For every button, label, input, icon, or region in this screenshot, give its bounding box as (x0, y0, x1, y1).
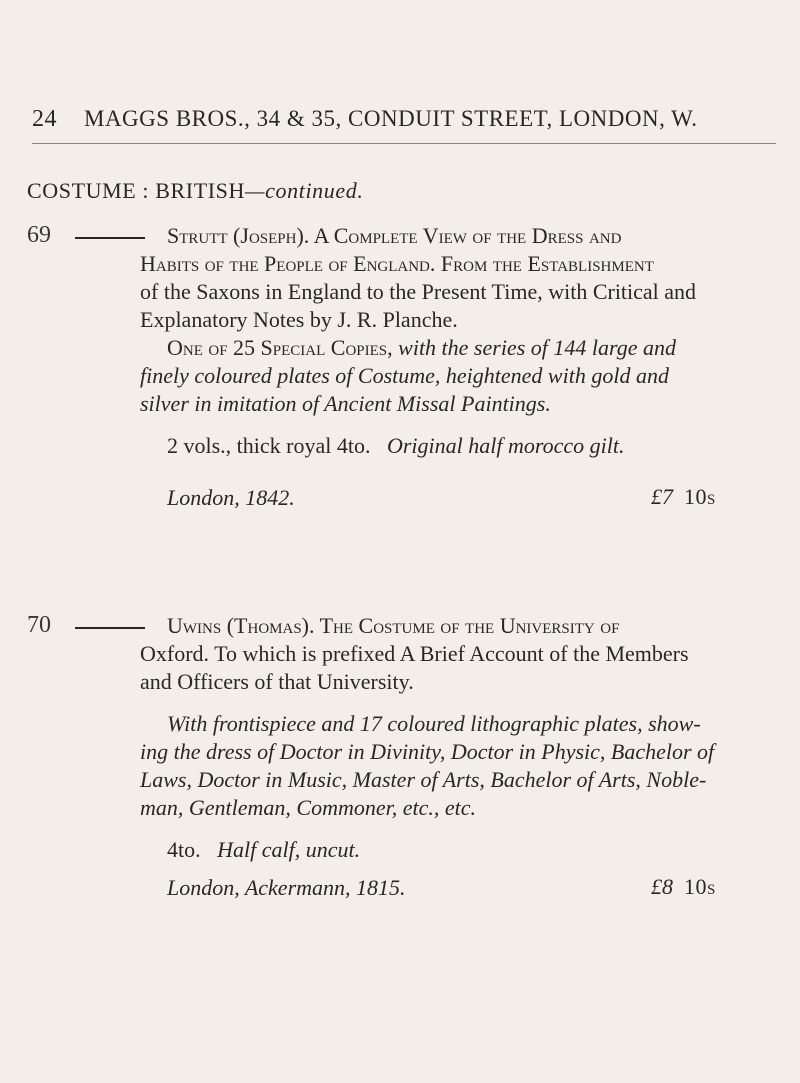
entry-description-line-2: finely coloured plates of Costume, heightened with gold and (140, 363, 669, 388)
entry-title-line-2: Habits of the People of England. From the Establishment (140, 251, 654, 276)
entry-title-line-4: Explanatory Notes by J. R. Planche. (140, 307, 458, 332)
entry-description-continuation (140, 738, 790, 822)
entry-title (167, 612, 787, 640)
lot-number: 70 (27, 612, 51, 638)
entry-title-continuation (140, 640, 790, 696)
entry-title-line-1: Strutt (Joseph). A Complete View of the Dress and (167, 223, 622, 248)
entry-imprint: London, 1842. (167, 485, 295, 510)
entry-binding: Original half morocco gilt. (386, 433, 625, 458)
entry-description (167, 710, 787, 738)
entry-price (651, 484, 716, 510)
entry-dash (75, 237, 145, 239)
page-number: 24 (32, 106, 57, 132)
entry-binding: Half calf, uncut. (217, 837, 361, 862)
running-header (32, 106, 772, 133)
entry-description-continuation (140, 362, 790, 418)
lot-number: 69 (27, 222, 51, 248)
entry-description-line-1: with the series of 144 large and (392, 335, 676, 360)
entry-format-size: 2 vols., thick royal 4to. (167, 433, 371, 458)
entry-format (167, 432, 787, 460)
entry-price (651, 874, 716, 900)
header-rule (32, 143, 776, 144)
entry-description-lead: One of 25 Special Copies, (167, 335, 393, 360)
entry-description (167, 334, 787, 362)
entry-description-line-4: man, Gentleman, Commoner, etc., etc. (140, 795, 477, 820)
entry-title-line-2: Oxford. To which is prefixed A Brief Account of the Members (140, 641, 689, 666)
entry-imprint: London, Ackermann, 1815. (167, 875, 406, 900)
entry-title-line-3: of the Saxons in England to the Present Time, with Critical and (140, 279, 697, 304)
entry-title (167, 222, 787, 250)
entry-title-line-3: and Officers of that University. (140, 669, 414, 694)
entry-title-line-1: Uwins (Thomas). The Costume of the University of (167, 613, 620, 638)
section-title: COSTUME : BRITISH (27, 178, 245, 203)
entry-title-continuation (140, 250, 790, 334)
entry-format-size: 4to. (167, 837, 201, 862)
price-pounds: £8 (651, 874, 673, 899)
price-shillings: 10s (684, 874, 716, 899)
running-title: MAGGS BROS., 34 & 35, CONDUIT STREET, LONDON, W. (84, 106, 698, 131)
entry-description-line-2: ing the dress of Doctor in Divinity, Doctor in Physic, Bachelor of (140, 739, 715, 764)
entry-dash (75, 627, 145, 629)
entry-format (167, 836, 787, 864)
section-heading (27, 178, 363, 204)
price-pounds: £7 (651, 484, 673, 509)
price-shillings: 10s (684, 484, 716, 509)
entry-description-line-1: With frontispiece and 17 coloured lithographic plates, show- (167, 711, 701, 736)
section-continued: —continued. (245, 178, 364, 203)
entry-description-line-3: Laws, Doctor in Music, Master of Arts, Bachelor of Arts, Noble- (140, 767, 707, 792)
entry-description-line-3: silver in imitation of Ancient Missal Paintings. (140, 391, 551, 416)
